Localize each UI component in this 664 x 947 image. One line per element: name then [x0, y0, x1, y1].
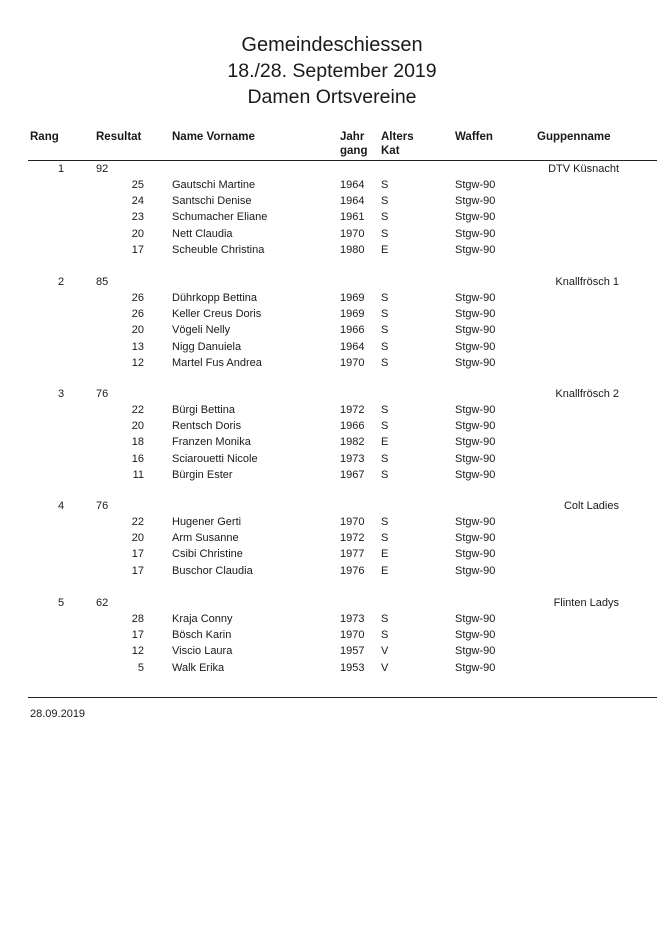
- member-waffe: Stgw-90: [455, 340, 496, 353]
- member-name: Csibi Christine: [172, 548, 243, 561]
- group-rang: 3: [58, 388, 65, 400]
- member-alterskat: V: [381, 661, 389, 674]
- member-waffe: Stgw-90: [455, 227, 496, 240]
- member-name: Scheuble Christina: [172, 243, 265, 256]
- member-jahrgang: 1970: [340, 227, 365, 240]
- member-name: Arm Susanne: [172, 532, 239, 545]
- member-points: 20: [131, 324, 144, 337]
- member-name: Keller Creus Doris: [172, 308, 262, 321]
- member-row: [0, 660, 664, 676]
- member-points: 25: [131, 179, 144, 191]
- member-waffe: Stgw-90: [455, 645, 496, 658]
- member-jahrgang: 1967: [340, 468, 365, 481]
- member-alterskat: S: [381, 356, 389, 369]
- member-waffe: Stgw-90: [455, 532, 496, 545]
- member-row: [0, 209, 664, 225]
- header-alterskat: [381, 130, 414, 158]
- title-line-3: Damen Ortsvereine: [247, 86, 417, 108]
- group-team-name: Knallfrösch 1: [555, 276, 619, 288]
- group-row: [0, 595, 664, 611]
- member-points: 24: [131, 195, 144, 208]
- member-waffe: Stgw-90: [455, 629, 496, 642]
- member-jahrgang: 1973: [340, 613, 365, 625]
- group-resultat: 85: [96, 276, 109, 288]
- member-row: [0, 290, 664, 306]
- group-team-name: Flinten Ladys: [553, 597, 619, 609]
- group-team-name: DTV Küsnacht: [548, 163, 619, 175]
- member-name: Dührkopp Bettina: [172, 292, 257, 304]
- member-jahrgang: 1964: [340, 195, 365, 208]
- member-name: Gautschi Martine: [172, 179, 256, 191]
- header-resultat: Resultat: [96, 131, 142, 143]
- member-alterskat: E: [381, 436, 389, 449]
- member-waffe: Stgw-90: [455, 211, 496, 224]
- footer-divider: [28, 697, 657, 698]
- header-jahrgang-line2: gang: [340, 145, 368, 157]
- group-row: [0, 161, 664, 177]
- member-points: 16: [131, 452, 144, 465]
- member-waffe: Stgw-90: [455, 516, 496, 528]
- member-row: [0, 242, 664, 258]
- group-rang: 1: [58, 163, 65, 175]
- member-jahrgang: 1982: [340, 436, 365, 449]
- member-name: Nett Claudia: [172, 227, 233, 240]
- member-name: Nigg Danuiela: [172, 340, 242, 353]
- member-alterskat: E: [381, 548, 389, 561]
- member-alterskat: E: [381, 243, 389, 256]
- group-team-name: Knallfrösch 2: [555, 388, 619, 400]
- header-waffen: Waffen: [455, 131, 493, 143]
- group-rang: 5: [58, 597, 65, 609]
- group-resultat: 76: [96, 388, 109, 400]
- group-row: [0, 498, 664, 514]
- member-jahrgang: 1970: [340, 356, 365, 369]
- member-jahrgang: 1972: [340, 532, 365, 545]
- member-waffe: Stgw-90: [455, 324, 496, 337]
- member-row: [0, 193, 664, 209]
- member-waffe: Stgw-90: [455, 404, 496, 416]
- header-rang: Rang: [30, 131, 59, 143]
- member-name: Buschor Claudia: [172, 564, 253, 577]
- member-alterskat: S: [381, 613, 389, 625]
- member-waffe: Stgw-90: [455, 179, 496, 191]
- member-jahrgang: 1966: [340, 420, 365, 433]
- header-jahrgang-line1: Jahr: [340, 131, 365, 143]
- member-row: [0, 355, 664, 371]
- member-points: 26: [131, 308, 144, 321]
- member-alterskat: S: [381, 404, 389, 416]
- member-jahrgang: 1973: [340, 452, 365, 465]
- member-points: 12: [131, 356, 144, 369]
- member-jahrgang: 1969: [340, 308, 365, 321]
- member-points: 11: [132, 468, 144, 481]
- member-jahrgang: 1969: [340, 292, 365, 304]
- member-name: Franzen Monika: [172, 436, 251, 449]
- member-jahrgang: 1964: [340, 340, 365, 353]
- member-jahrgang: 1972: [340, 404, 365, 416]
- member-jahrgang: 1953: [340, 661, 365, 674]
- group-team-name: Colt Ladies: [563, 500, 619, 512]
- member-alterskat: S: [381, 324, 389, 337]
- document-title: [0, 32, 664, 110]
- member-row: [0, 402, 664, 418]
- member-jahrgang: 1970: [340, 516, 365, 528]
- member-row: [0, 177, 664, 193]
- member-waffe: Stgw-90: [455, 661, 496, 674]
- member-alterskat: S: [381, 211, 389, 224]
- member-points: 13: [131, 340, 144, 353]
- member-row: [0, 643, 664, 659]
- member-name: Vögeli Nelly: [172, 324, 231, 337]
- member-name: Bürgi Bettina: [172, 404, 235, 416]
- member-jahrgang: 1966: [340, 324, 365, 337]
- member-waffe: Stgw-90: [455, 452, 496, 465]
- member-row: [0, 514, 664, 530]
- header-alterskat-line2: Kat: [381, 145, 400, 157]
- member-alterskat: E: [381, 564, 389, 577]
- member-name: Santschi Denise: [172, 195, 252, 208]
- member-name: Hugener Gerti: [172, 516, 242, 528]
- member-points: 5: [137, 661, 144, 674]
- member-name: Rentsch Doris: [172, 420, 242, 433]
- footer-date: 28.09.2019: [30, 708, 86, 720]
- member-points: 12: [131, 645, 144, 658]
- member-row: [0, 611, 664, 627]
- member-alterskat: S: [381, 452, 389, 465]
- member-waffe: Stgw-90: [455, 308, 496, 321]
- header-jahrgang: [340, 130, 367, 158]
- member-name: Kraja Conny: [172, 613, 233, 625]
- member-alterskat: S: [381, 308, 389, 321]
- member-alterskat: S: [381, 195, 389, 208]
- member-jahrgang: 1970: [340, 629, 365, 642]
- member-name: Bösch Karin: [172, 629, 232, 642]
- member-row: [0, 339, 664, 355]
- member-jahrgang: 1964: [340, 179, 365, 191]
- member-waffe: Stgw-90: [455, 356, 496, 369]
- group-rang: 2: [58, 276, 65, 288]
- member-alterskat: S: [381, 516, 389, 528]
- member-points: 20: [131, 227, 144, 240]
- group-resultat: 76: [96, 500, 109, 512]
- member-waffe: Stgw-90: [455, 436, 496, 449]
- member-points: 17: [131, 564, 144, 577]
- member-row: [0, 546, 664, 562]
- member-alterskat: S: [381, 179, 389, 191]
- member-row: [0, 627, 664, 643]
- member-waffe: Stgw-90: [455, 243, 496, 256]
- group-row: [0, 274, 664, 290]
- member-name: Walk Erika: [172, 661, 225, 674]
- member-points: 18: [131, 436, 144, 449]
- member-row: [0, 467, 664, 483]
- member-alterskat: S: [381, 292, 389, 304]
- member-waffe: Stgw-90: [455, 292, 496, 304]
- member-waffe: Stgw-90: [455, 195, 496, 208]
- member-name: Schumacher Eliane: [172, 211, 268, 224]
- member-waffe: Stgw-90: [455, 420, 496, 433]
- member-points: 22: [131, 404, 144, 416]
- title-line-2: 18./28. September 2019: [227, 60, 437, 82]
- member-row: [0, 418, 664, 434]
- member-row: [0, 434, 664, 450]
- member-points: 23: [131, 211, 144, 224]
- member-row: [0, 322, 664, 338]
- member-alterskat: S: [381, 340, 389, 353]
- group-rang: 4: [58, 500, 65, 512]
- member-alterskat: S: [381, 227, 389, 240]
- member-jahrgang: 1957: [340, 645, 365, 658]
- member-alterskat: V: [381, 645, 389, 658]
- header-name: Name Vorname: [172, 131, 255, 143]
- member-waffe: Stgw-90: [455, 564, 496, 577]
- member-row: [0, 306, 664, 322]
- member-alterskat: S: [381, 629, 389, 642]
- header-gruppenname: Guppenname: [537, 131, 611, 143]
- member-jahrgang: 1977: [340, 548, 365, 561]
- header-alterskat-line1: Alters: [381, 131, 414, 143]
- member-name: Sciarouetti Nicole: [172, 452, 258, 465]
- member-alterskat: S: [381, 420, 389, 433]
- member-row: [0, 451, 664, 467]
- member-jahrgang: 1976: [340, 564, 365, 577]
- member-points: 17: [131, 629, 144, 642]
- member-waffe: Stgw-90: [455, 468, 496, 481]
- group-row: [0, 386, 664, 402]
- member-row: [0, 530, 664, 546]
- member-jahrgang: 1961: [340, 211, 365, 224]
- member-points: 20: [131, 420, 144, 433]
- member-points: 17: [131, 548, 144, 561]
- title-line-1: Gemeindeschiessen: [241, 34, 423, 56]
- member-alterskat: S: [381, 532, 389, 545]
- member-name: Martel Fus Andrea: [172, 356, 262, 369]
- member-row: [0, 563, 664, 579]
- member-points: 22: [131, 516, 144, 528]
- member-row: [0, 226, 664, 242]
- group-resultat: 62: [96, 597, 109, 609]
- member-points: 17: [131, 243, 144, 256]
- member-waffe: Stgw-90: [455, 548, 496, 561]
- group-resultat: 92: [96, 163, 109, 175]
- member-jahrgang: 1980: [340, 243, 365, 256]
- member-alterskat: S: [381, 468, 389, 481]
- member-waffe: Stgw-90: [455, 613, 496, 625]
- member-points: 20: [131, 532, 144, 545]
- member-name: Bürgin Ester: [172, 468, 233, 481]
- member-points: 26: [131, 292, 144, 304]
- member-name: Viscio Laura: [172, 645, 233, 658]
- member-points: 28: [131, 613, 144, 625]
